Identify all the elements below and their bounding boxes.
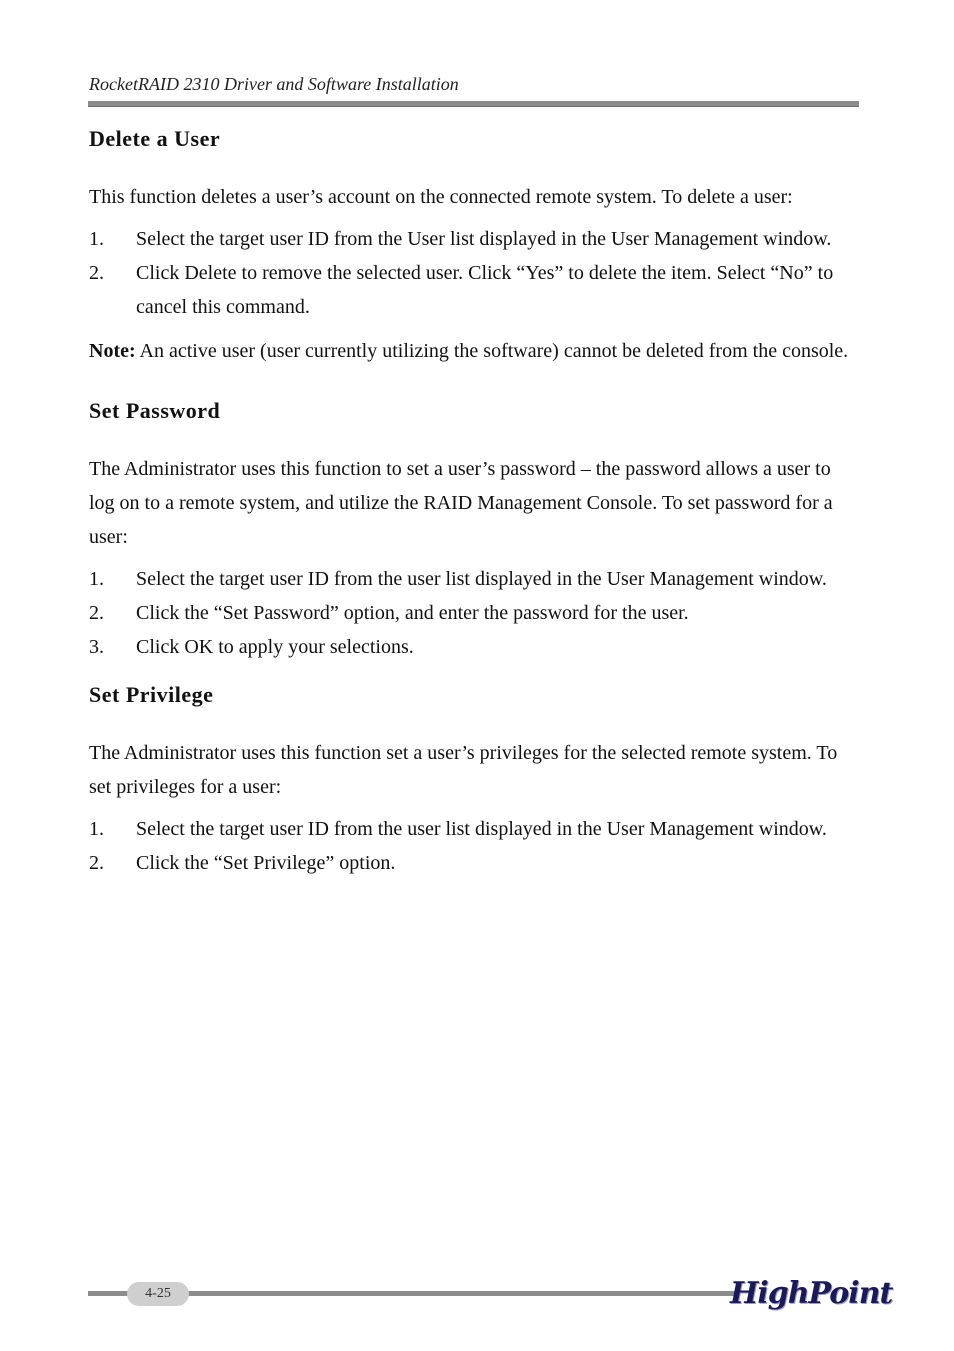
list-item <box>89 630 859 664</box>
step-text: Select the target user ID from the User list displayed in the User Management window. <box>136 228 832 250</box>
list-item <box>89 562 859 596</box>
list-item <box>89 812 859 846</box>
step-number: 3. <box>89 636 104 658</box>
step-text: Click the “Set Password” option, and enter the password for the user. <box>136 602 689 624</box>
step-text: Click Delete to remove the selected user. Click “Yes” to delete the item. Select “No” to cancel this command. <box>136 262 834 318</box>
steps-list <box>89 222 859 324</box>
steps-list <box>89 562 859 664</box>
section-intro: The Administrator uses this function to set a user’s password – the password allows a user to log on to a remote system, and utilize the RAID Management Console. To set password for a user: <box>89 458 833 548</box>
header-divider <box>88 101 859 107</box>
list-item <box>89 596 859 630</box>
list-item <box>89 846 859 880</box>
section-heading-set-password: Set Password <box>89 398 221 423</box>
step-text: Click the “Set Privilege” option. <box>136 852 396 874</box>
step-number: 2. <box>89 262 104 284</box>
step-text: Click OK to apply your selections. <box>136 636 414 658</box>
section-heading-delete-user: Delete a User <box>89 126 221 151</box>
step-number: 1. <box>89 228 104 250</box>
section-intro: The Administrator uses this function set a user’s privileges for the selected remote system. To set privileges for a user: <box>89 742 838 798</box>
note-paragraph <box>89 334 859 368</box>
step-text: Select the target user ID from the user list displayed in the User Management window. <box>136 818 827 840</box>
note-text: An active user (user currently utilizing the software) cannot be deleted from the console. <box>135 340 849 362</box>
page-number-badge: 4-25 <box>127 1282 189 1306</box>
step-number: 2. <box>89 852 104 874</box>
step-number: 2. <box>89 602 104 624</box>
note-label: Note: <box>89 340 136 362</box>
step-number: 1. <box>89 568 104 590</box>
section-intro: This function deletes a user’s account on the connected remote system. To delete a user: <box>89 186 793 208</box>
running-header: RocketRAID 2310 Driver and Software Installation <box>89 74 459 94</box>
step-number: 1. <box>89 818 104 840</box>
step-text: Select the target user ID from the user list displayed in the User Management window. <box>136 568 827 590</box>
highpoint-logo: HighPoint <box>730 1276 893 1311</box>
section-heading-set-privilege: Set Privilege <box>89 682 214 707</box>
page-body <box>89 122 859 880</box>
list-item <box>89 256 859 324</box>
steps-list <box>89 812 859 880</box>
list-item <box>89 222 859 256</box>
